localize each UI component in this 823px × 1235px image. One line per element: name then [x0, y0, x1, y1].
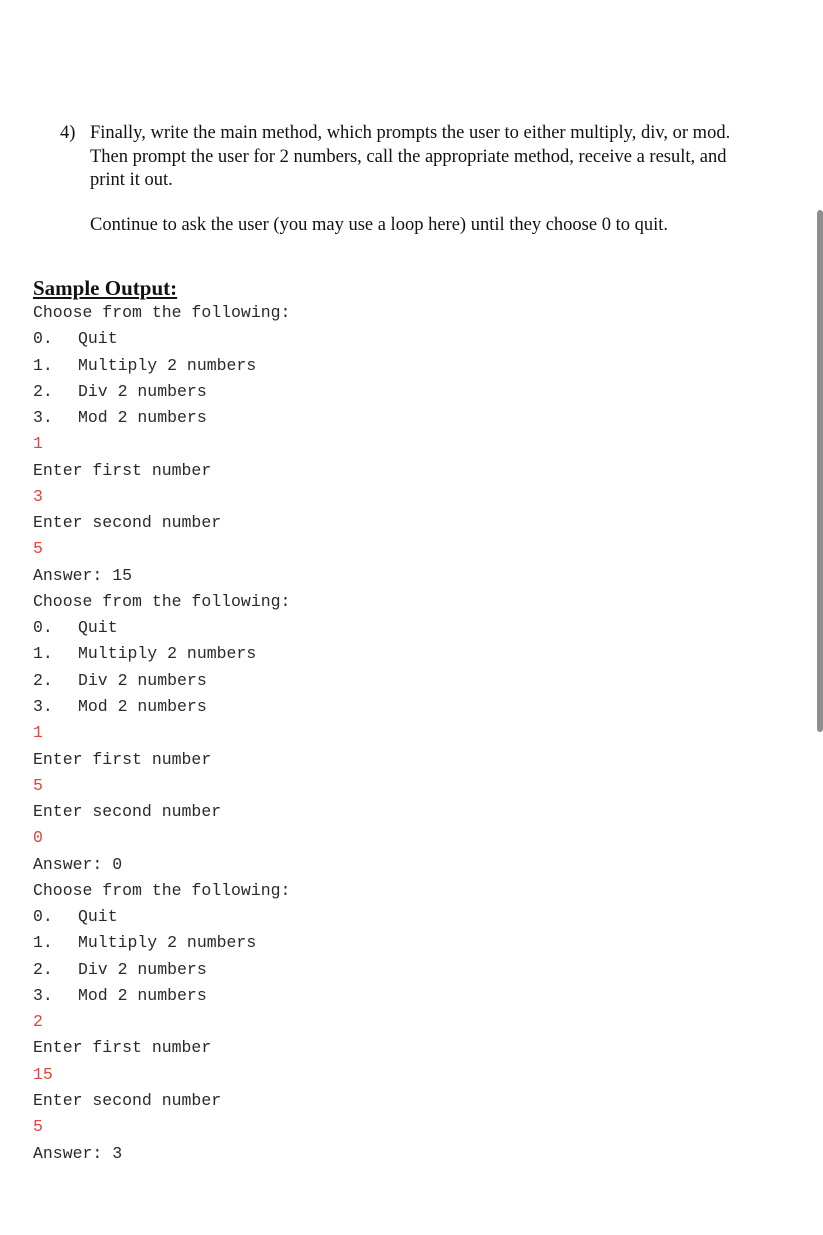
option-number: 3.: [33, 408, 53, 428]
first-number-prompt: Enter first number: [33, 749, 212, 769]
user-input-second-number: 5: [33, 539, 43, 559]
second-number-prompt: Enter second number: [33, 513, 222, 533]
option-number: 0.: [33, 618, 53, 638]
instruction-paragraph-2: Continue to ask the user (you may use a loop here) until they choose 0 to quit.: [90, 214, 669, 235]
option-number: 1.: [33, 644, 53, 664]
menu-prompt: Choose from the following:: [33, 591, 291, 611]
menu-option-multiply: [33, 930, 290, 956]
user-input-first-number: 5: [33, 775, 43, 795]
menu-option-quit: [33, 326, 290, 352]
option-label: Div 2 numbers: [78, 959, 207, 979]
option-label: Multiply 2 numbers: [78, 644, 257, 664]
option-number: 0.: [33, 907, 53, 927]
answer-line: Answer: 15: [33, 565, 133, 585]
menu-option-multiply: [33, 641, 290, 667]
option-number: 2.: [33, 959, 53, 979]
option-label: Quit: [78, 618, 118, 638]
sample-output-heading: Sample Output:: [33, 276, 178, 300]
option-label: Mod 2 numbers: [78, 696, 207, 716]
menu-prompt: Choose from the following:: [33, 303, 291, 322]
answer-line: Answer: 0: [33, 854, 123, 874]
menu-option-div: [33, 379, 290, 405]
second-number-prompt: Enter second number: [33, 802, 222, 822]
option-number: 3.: [33, 696, 53, 716]
second-number-prompt: Enter second number: [33, 1090, 222, 1110]
option-label: Mod 2 numbers: [78, 408, 207, 428]
sample-console-output: [33, 300, 290, 1167]
menu-option-div: [33, 957, 290, 983]
scrollbar-thumb[interactable]: [817, 210, 823, 732]
option-label: Quit: [78, 329, 118, 349]
option-label: Quit: [78, 907, 118, 927]
user-input-first-number: 3: [33, 486, 43, 506]
user-input-second-number: 0: [33, 828, 43, 848]
user-input-second-number: 5: [33, 1117, 43, 1137]
instruction-indent: [60, 214, 90, 238]
instruction-number: 4): [60, 123, 76, 143]
option-label: Div 2 numbers: [78, 670, 207, 690]
menu-prompt: Choose from the following:: [33, 880, 291, 900]
instruction-item: [60, 122, 760, 237]
option-number: 1.: [33, 355, 53, 375]
option-label: Div 2 numbers: [78, 381, 207, 401]
instruction-row: [60, 122, 760, 193]
option-number: 0.: [33, 329, 53, 349]
user-input-choice: 1: [33, 434, 43, 454]
instruction-paragraph-1: Finally, write the main method, which prompts the user to either multiply, div, or mod. Then prompt the user for 2 numbers, call the appropriate method, receive a result, and print it out.: [90, 123, 731, 190]
option-number: 3.: [33, 985, 53, 1005]
option-label: Mod 2 numbers: [78, 985, 207, 1005]
menu-option-multiply: [33, 353, 290, 379]
menu-option-mod: [33, 983, 290, 1009]
user-input-choice: 2: [33, 1012, 43, 1032]
option-number: 1.: [33, 933, 53, 953]
menu-option-mod: [33, 405, 290, 431]
answer-line: Answer: 3: [33, 1143, 123, 1163]
option-label: Multiply 2 numbers: [78, 355, 257, 375]
option-number: 2.: [33, 670, 53, 690]
menu-option-quit: [33, 615, 290, 641]
menu-option-mod: [33, 694, 290, 720]
instruction-row: [60, 214, 760, 238]
menu-option-div: [33, 668, 290, 694]
option-label: Multiply 2 numbers: [78, 933, 257, 953]
menu-option-quit: [33, 904, 290, 930]
user-input-first-number: 15: [33, 1064, 53, 1084]
first-number-prompt: Enter first number: [33, 1038, 212, 1058]
user-input-choice: 1: [33, 723, 43, 743]
option-number: 2.: [33, 381, 53, 401]
first-number-prompt: Enter first number: [33, 460, 212, 480]
